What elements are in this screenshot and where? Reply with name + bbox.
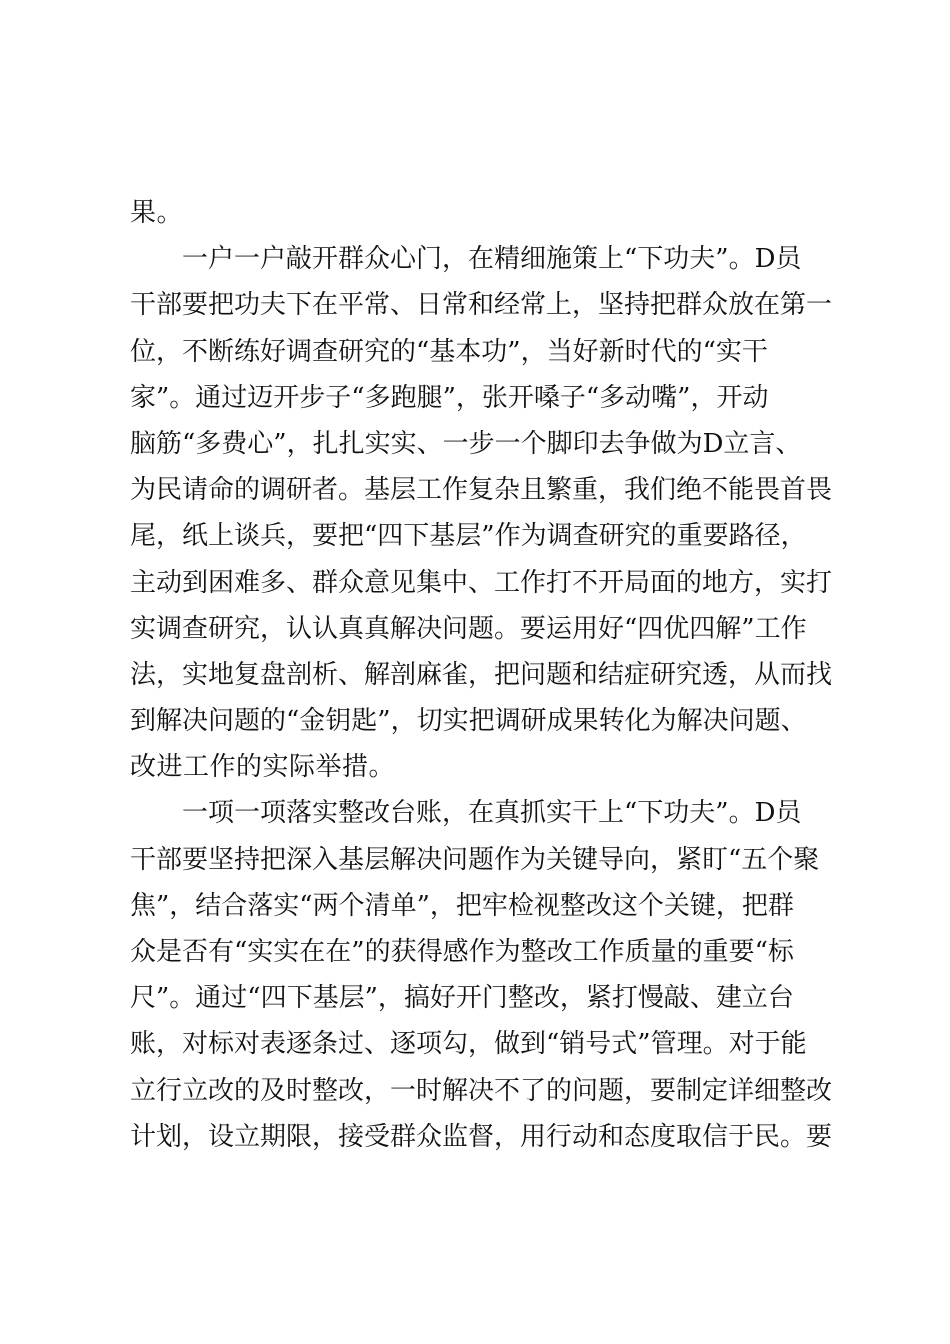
text-line: 到解决问题的“金钥匙”，切实把调研成果转化为解决问题、: [130, 706, 807, 737]
text-line: 实调查研究，认认真真解决问题。要运用好“四优四解”工作: [130, 613, 807, 644]
text-line: 改进工作的实际举措。: [130, 752, 396, 783]
text-line: 计划，设立期限，接受群众监督，用行动和态度取信于民。要: [130, 1121, 833, 1152]
text-line: 果。: [130, 198, 184, 228]
text-line: 干部要坚持把深入基层解决问题作为关键导向，紧盯“五个聚: [130, 844, 820, 875]
paragraph-first-line: 一项一项落实整改台账，在真抓实干上“下功夫”。D员: [182, 798, 802, 829]
text-line: 家”。通过迈开步子“多跑腿”，张开嗓子“多动嘴”，开动: [130, 382, 769, 413]
text-line: 位，不断练好调查研究的“基本功”，当好新时代的“实干: [130, 336, 768, 367]
text-line: 尺”。通过“四下基层”，搞好开门整改，紧打慢敲、建立台: [130, 983, 794, 1014]
text-line: 法，实地复盘剖析、解剖麻雀，把问题和结症研究透，从而找: [130, 659, 833, 690]
text-line: 众是否有“实实在在”的获得感作为整改工作质量的重要“标: [130, 937, 794, 967]
text-line: 主动到困难多、群众意见集中、工作打不开局面的地方，实打: [130, 567, 833, 598]
text-line: 账，对标对表逐条过、逐项勾，做到“销号式”管理。对于能: [130, 1029, 807, 1060]
text-line: 焦”，结合落实“两个清单”，把牢检视整改这个关键，把群: [130, 890, 794, 921]
text-line: 为民请命的调研者。基层工作复杂且繁重，我们绝不能畏首畏: [130, 475, 833, 506]
text-line: 干部要把功夫下在平常、日常和经常上，坚持把群众放在第一: [130, 290, 833, 321]
text-line: 脑筋“多费心”，扎扎实实、一步一个脚印去争做为D立言、: [130, 428, 802, 459]
paragraph-first-line: 一户一户敲开群众心门，在精细施策上“下功夫”。D员: [182, 244, 802, 275]
text-line: 立行立改的及时整改，一时解决不了的问题，要制定详细整改: [130, 1075, 833, 1106]
text-line: 尾，纸上谈兵，要把“四下基层”作为调查研究的重要路径，: [130, 521, 807, 552]
document-body: [130, 190, 832, 1160]
